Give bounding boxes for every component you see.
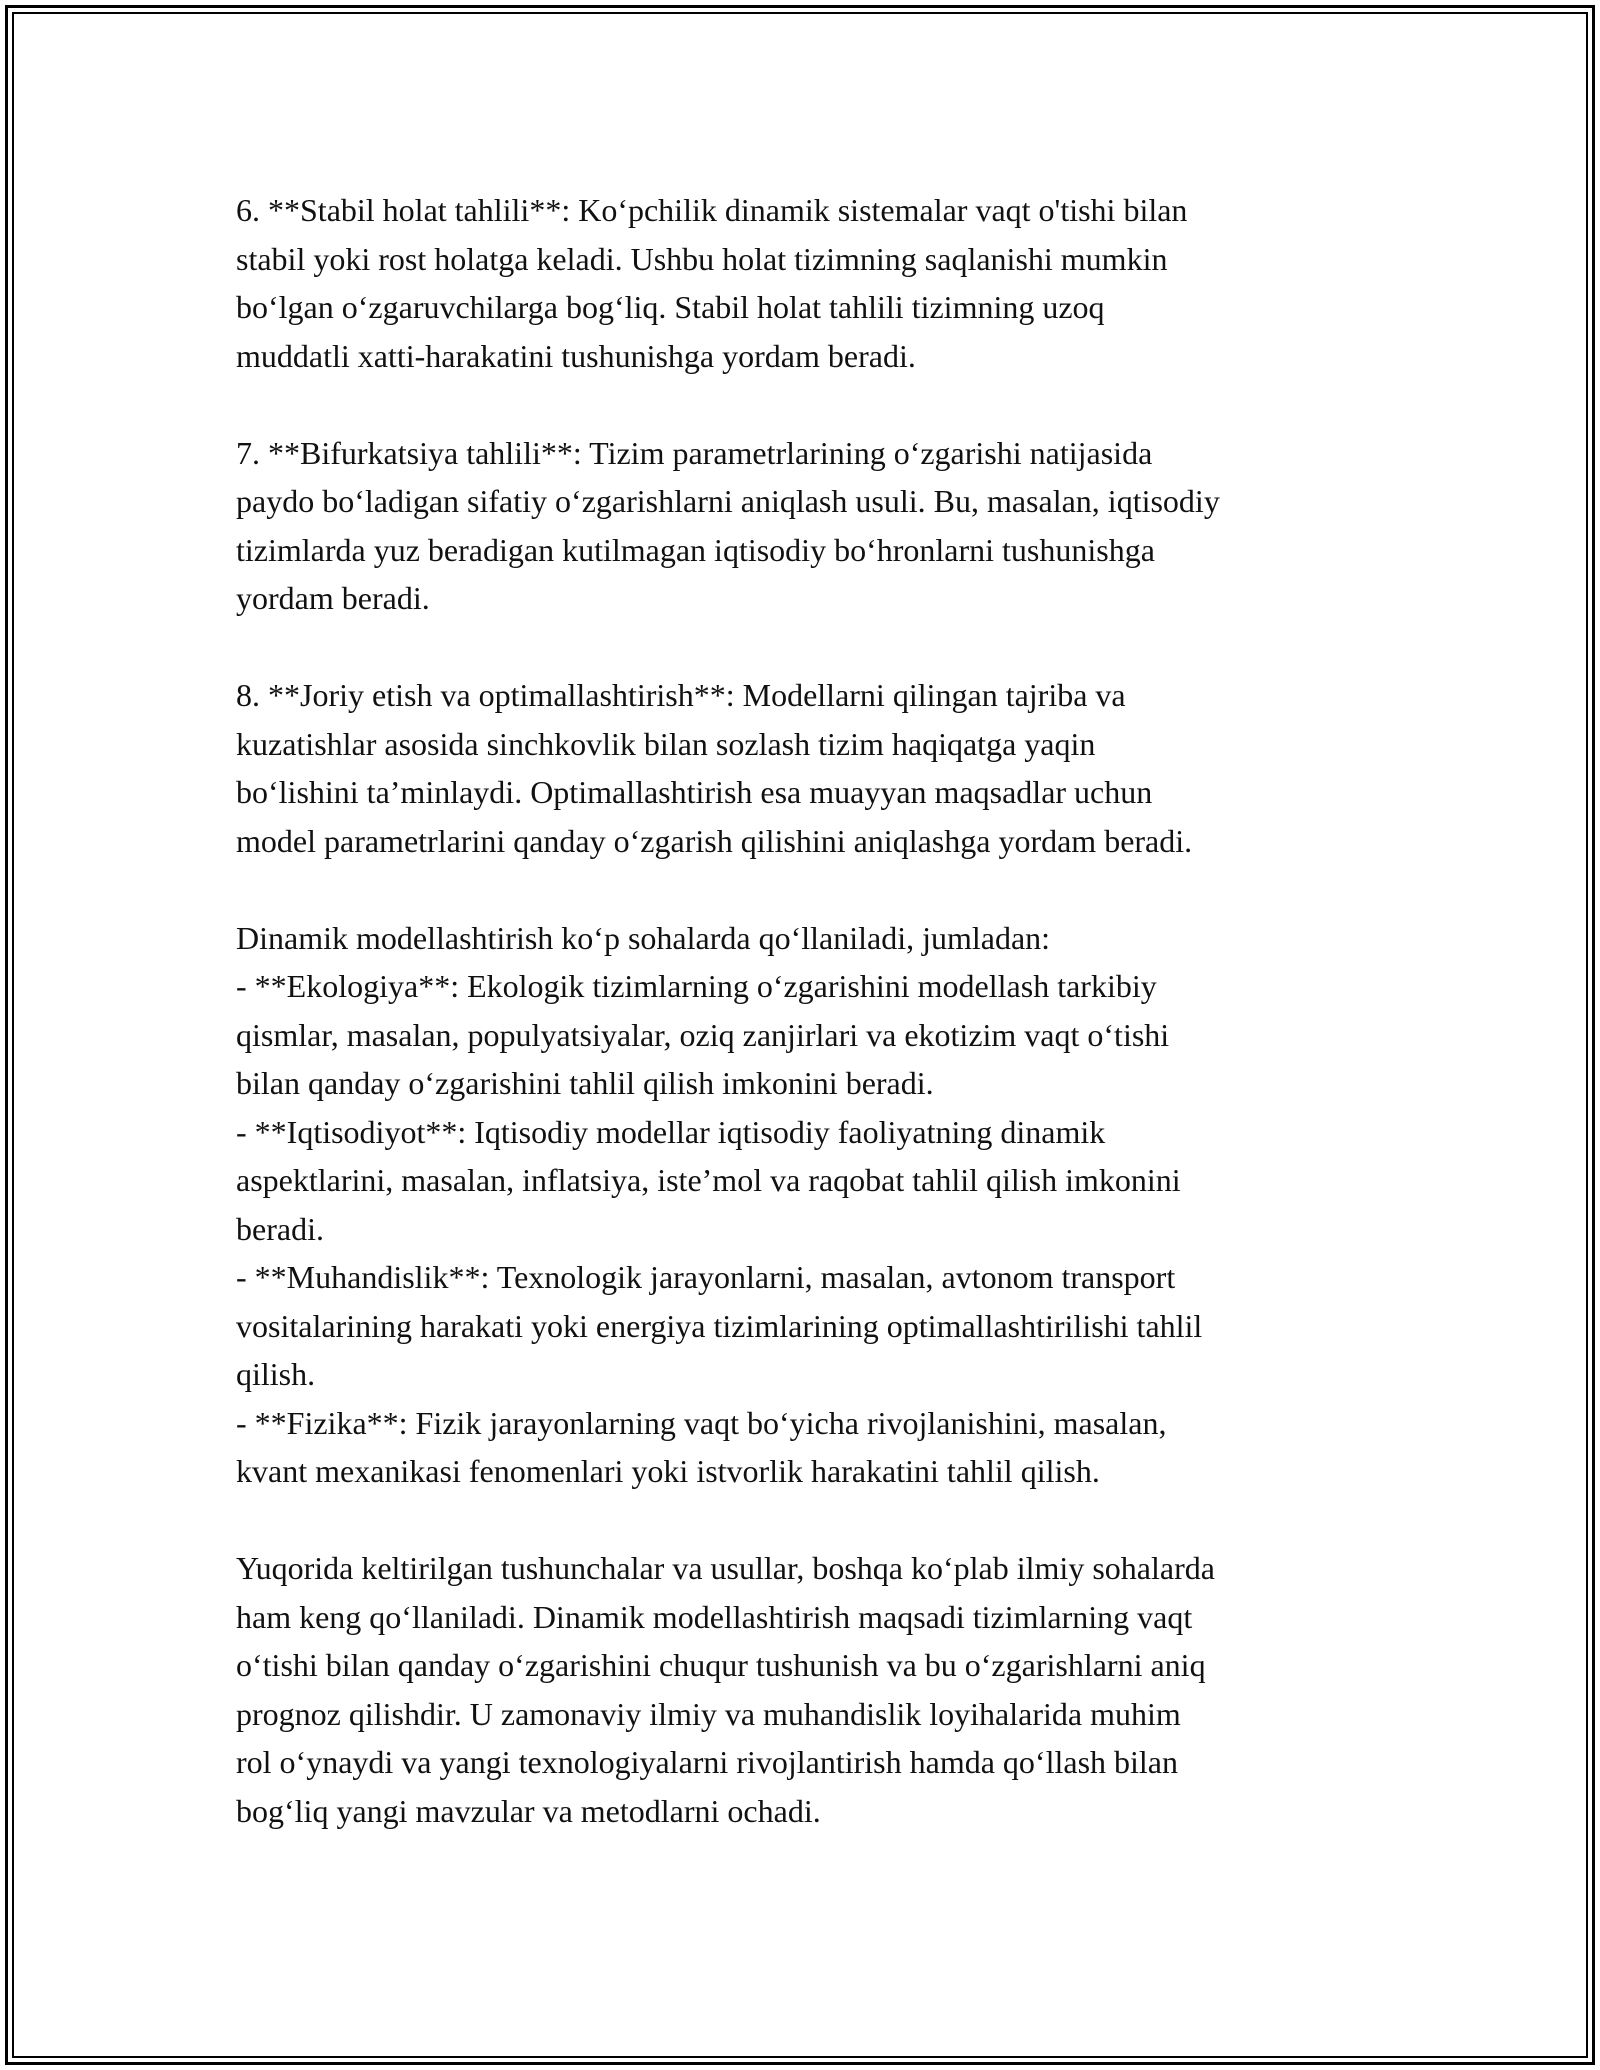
- text-line: bilan qanday o‘zgarishini tahlil qilish imkonini beradi.: [236, 1065, 934, 1101]
- document-body: [236, 186, 1386, 1884]
- text-line: bo‘lishini ta’minlaydi. Optimallashtirish esa muayyan maqsadlar uchun: [236, 774, 1153, 810]
- text-line: beradi.: [236, 1210, 324, 1247]
- text-line: 7. **Bifurkatsiya tahlili**: Tizim parametrlarining o‘zgarishi natijasida: [236, 434, 1153, 471]
- text-line: 6. **Stabil holat tahlili**: Ko‘pchilik dinamik sistemalar vaqt o'tishi bilan: [236, 192, 1188, 228]
- text-line: ham keng qo‘llaniladi. Dinamik modellashtirish maqsadi tizimlarning vaqt: [236, 1598, 1193, 1635]
- text-line: 8. **Joriy etish va optimallashtirish**: Modellarni qilingan tajriba va: [236, 677, 1126, 713]
- text-line: kuzatishlar asosida sinchkovlik bilan sozlash tizim haqiqatga yaqin: [236, 725, 1096, 762]
- paragraph-xulosa: [236, 1544, 1386, 1835]
- paragraph-bifurkatsiya: [236, 429, 1386, 623]
- text-line: rol o‘ynaydi va yangi texnologiyalarni rivojlantirish hamda qo‘llash bilan: [236, 1744, 1178, 1780]
- text-line: tizimlarda yuz beradigan kutilmagan iqtisodiy bo‘hronlarni tushunishga: [236, 531, 1155, 568]
- paragraph-joriy-etish: [236, 671, 1386, 865]
- text-line: kvant mexanikasi fenomenlari yoki istvorlik harakatini tahlil qilish.: [236, 1453, 1100, 1489]
- text-line: muddatli xatti-harakatini tushunishga yordam beradi.: [236, 337, 916, 374]
- text-line: qilish.: [236, 1356, 316, 1392]
- list-item-fizika: - **Fizika**: Fizik jarayonlarning vaqt bo‘yicha rivojlanishini, masalan,: [236, 1404, 1167, 1441]
- text-line: o‘tishi bilan qanday o‘zgarishini chuqur tushunish va bu o‘zgarishlarni aniq: [236, 1647, 1206, 1683]
- text-line: bog‘liq yangi mavzular va metodlarni ochadi.: [236, 1792, 821, 1829]
- list-item-ekologiya: - **Ekologiya**: Ekologik tizimlarning o‘zgarishini modellash tarkibiy: [236, 968, 1157, 1004]
- text-line: prognoz qilishdir. U zamonaviy ilmiy va muhandislik loyihalarida muhim: [236, 1695, 1181, 1732]
- text-line: Dinamik modellashtirish ko‘p sohalarda qo‘llaniladi, jumladan:: [236, 919, 1051, 956]
- text-line: stabil yoki rost holatga keladi. Ushbu holat tizimning saqlanishi mumkin: [236, 240, 1168, 277]
- text-line: Yuqorida keltirilgan tushunchalar va usullar, boshqa ko‘plab ilmiy sohalarda: [236, 1550, 1215, 1586]
- text-line: vositalarining harakati yoki energiya tizimlarining optimallashtirilishi tahlil: [236, 1307, 1203, 1344]
- list-item-iqtisodiyot: - **Iqtisodiyot**: Iqtisodiy modellar iqtisodiy faoliyatning dinamik: [236, 1113, 1106, 1150]
- text-line: bo‘lgan o‘zgaruvchilarga bog‘liq. Stabil holat tahlili tizimning uzoq: [236, 289, 1105, 325]
- text-line: model parametrlarini qanday o‘zgarish qilishini aniqlashga yordam beradi.: [236, 822, 1193, 859]
- list-item-muhandislik: - **Muhandislik**: Texnologik jarayonlarni, masalan, avtonom transport: [236, 1259, 1176, 1295]
- text-line: yordam beradi.: [236, 580, 430, 616]
- paragraph-stabil-holat: [236, 186, 1386, 380]
- text-line: paydo bo‘ladigan sifatiy o‘zgarishlarni aniqlash usuli. Bu, masalan, iqtisodiy: [236, 483, 1220, 519]
- text-line: aspektlarini, masalan, inflatsiya, iste’mol va raqobat tahlil qilish imkonini: [236, 1162, 1181, 1198]
- text-line: qismlar, masalan, populyatsiyalar, oziq zanjirlari va ekotizim vaqt o‘tishi: [236, 1016, 1170, 1053]
- paragraph-qollanilish-sohalari: [236, 914, 1386, 1496]
